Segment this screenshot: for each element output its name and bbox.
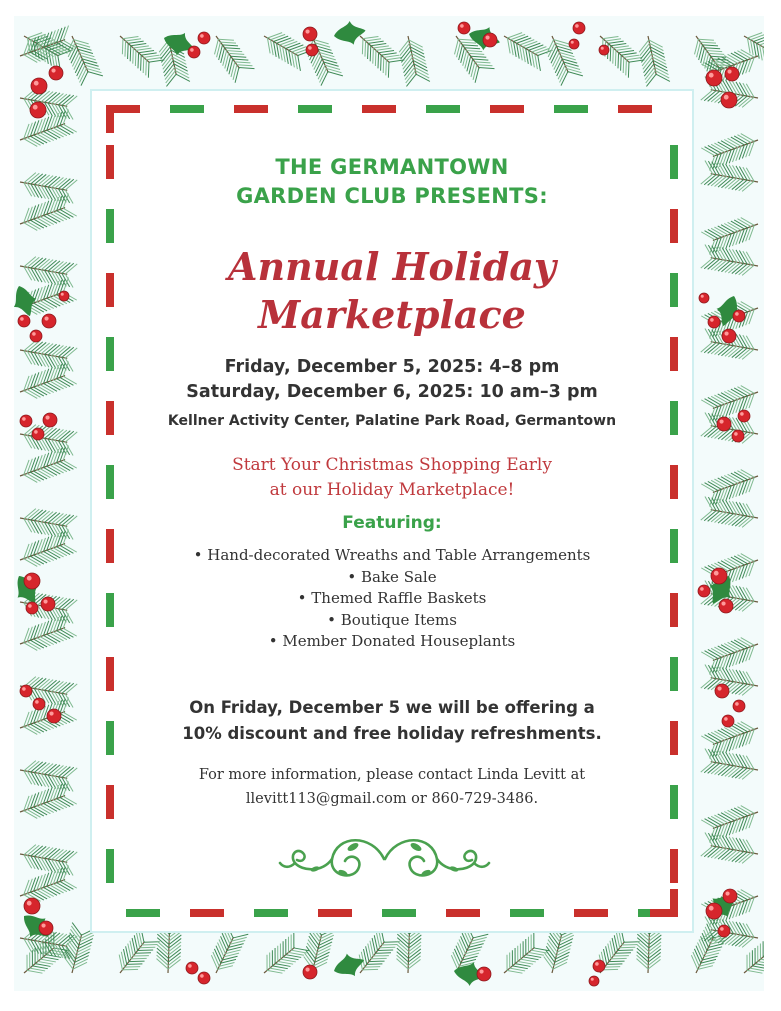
holly-berry xyxy=(18,315,30,327)
berry-highlight xyxy=(305,967,309,971)
pine-sprig xyxy=(351,927,400,980)
featuring-heading: Featuring: xyxy=(342,513,442,533)
holly-berry xyxy=(198,32,210,44)
holly-berry xyxy=(59,291,69,301)
tagline-line-2: at our Holiday Marketplace! xyxy=(269,480,515,500)
berry-highlight xyxy=(700,587,704,591)
pine-sprig xyxy=(18,254,77,287)
pine-sprig xyxy=(60,923,95,976)
pine-sprig xyxy=(701,664,760,697)
berry-highlight xyxy=(724,331,728,335)
berry-highlight xyxy=(710,318,714,322)
pine-sprig xyxy=(701,748,760,781)
pine-sprig xyxy=(701,496,760,529)
pine-sprig xyxy=(496,932,549,982)
holly-berry xyxy=(458,22,470,34)
berry-highlight xyxy=(714,571,719,576)
berry-highlight xyxy=(43,599,47,603)
pine-sprig xyxy=(701,412,760,445)
holly-berry xyxy=(733,310,745,322)
pine-sprig xyxy=(18,758,77,791)
presenter-line-2: GARDEN CLUB PRESENTS: xyxy=(236,184,548,208)
holly-berry xyxy=(20,415,32,427)
holly-berry xyxy=(483,33,497,47)
berry-highlight xyxy=(49,711,53,715)
berry-highlight xyxy=(735,312,739,316)
contact-line-1: For more information, please contact Linda Levitt at xyxy=(198,767,586,783)
pine-sprig xyxy=(701,244,760,277)
holly-berry xyxy=(708,316,720,328)
pine-sprig xyxy=(18,338,77,371)
berry-highlight xyxy=(33,105,38,110)
berry-highlight xyxy=(717,686,721,690)
berry-highlight xyxy=(27,901,32,906)
berry-highlight xyxy=(485,35,489,39)
holly-berry xyxy=(733,700,745,712)
pine-sprig xyxy=(256,932,309,982)
berry-highlight xyxy=(20,317,24,321)
holly-berry xyxy=(42,314,56,328)
holly-berry xyxy=(30,330,42,342)
holly-berry xyxy=(706,70,722,86)
berry-highlight xyxy=(727,69,731,73)
holly-berry xyxy=(39,921,53,935)
berry-highlight xyxy=(200,974,204,978)
berry-highlight xyxy=(709,906,714,911)
pine-sprig xyxy=(156,924,182,974)
berry-highlight xyxy=(571,41,574,44)
berry-highlight xyxy=(724,95,729,100)
pine-sprig xyxy=(736,932,764,982)
holly-berry xyxy=(30,102,46,118)
holly-berry xyxy=(198,972,210,984)
berry-highlight xyxy=(601,47,604,50)
pine-sprig xyxy=(701,832,760,865)
berry-highlight xyxy=(735,702,739,706)
berry-highlight xyxy=(709,73,714,78)
berry-highlight xyxy=(28,604,32,608)
holly-berry xyxy=(33,698,45,710)
berry-highlight xyxy=(34,430,38,434)
holly-berry xyxy=(43,413,57,427)
pine-sprig xyxy=(738,26,764,71)
list-item: • Themed Raffle Baskets xyxy=(297,589,487,607)
pine-sprig xyxy=(18,170,77,203)
berry-highlight xyxy=(61,293,64,296)
holly-berry xyxy=(711,568,727,584)
holly-berry xyxy=(722,715,734,727)
berry-highlight xyxy=(740,412,744,416)
berry-highlight xyxy=(190,48,194,52)
pine-sprig xyxy=(16,26,77,68)
holly-berry xyxy=(32,428,44,440)
holly-berry xyxy=(49,66,63,80)
holly-berry xyxy=(20,685,32,697)
list-item: • Member Donated Houseplants xyxy=(268,632,516,650)
berry-highlight xyxy=(720,927,724,931)
pine-sprig xyxy=(636,924,662,974)
holly-berry xyxy=(186,962,198,974)
list-item: • Boutique Items xyxy=(327,611,457,629)
berry-highlight xyxy=(721,601,725,605)
flyer-page xyxy=(14,16,764,991)
holly-leaf xyxy=(332,19,368,48)
berry-highlight xyxy=(22,687,26,691)
holly-berry xyxy=(31,78,47,94)
holly-berry xyxy=(719,599,733,613)
saturday-hours: Saturday, December 6, 2025: 10 am–3 pm xyxy=(186,382,598,402)
pine-sprig xyxy=(206,29,254,83)
berry-highlight xyxy=(27,576,32,581)
pine-sprig xyxy=(205,924,248,979)
holly-berry xyxy=(723,889,737,903)
holly-berry xyxy=(718,925,730,937)
holly-berry xyxy=(303,965,317,979)
berry-highlight xyxy=(701,295,704,298)
berry-highlight xyxy=(479,969,483,973)
pine-sprig xyxy=(18,86,77,119)
holly-berry xyxy=(303,27,317,41)
pine-sprig xyxy=(498,26,552,71)
list-item: • Hand-decorated Wreaths and Table Arrangements xyxy=(193,546,591,564)
berry-highlight xyxy=(575,24,579,28)
berry-highlight xyxy=(22,417,26,421)
holly-berry xyxy=(188,46,200,58)
berry-highlight xyxy=(725,891,729,895)
flyer-card xyxy=(92,91,692,931)
berry-highlight xyxy=(200,34,204,38)
pine-sprig xyxy=(396,924,422,974)
holly-berry xyxy=(699,293,709,303)
holly-berry xyxy=(593,960,605,972)
event-title-line-1: Annual Holiday xyxy=(227,244,557,289)
berry-highlight xyxy=(460,24,464,28)
holly-berry xyxy=(722,329,736,343)
leaf-flourish-icon xyxy=(277,829,492,889)
berry-highlight xyxy=(45,415,49,419)
holly-berry xyxy=(721,92,737,108)
holly-berry xyxy=(573,22,585,34)
pine-sprig xyxy=(112,27,164,78)
berry-highlight xyxy=(734,432,738,436)
holly-berry xyxy=(599,45,609,55)
promo-line-1: On Friday, December 5 we will be offering a xyxy=(189,698,595,717)
promo-line-2: 10% discount and free holiday refreshments. xyxy=(182,724,602,743)
pine-sprig xyxy=(701,160,760,193)
pine-sprig xyxy=(18,842,77,875)
holly-berry xyxy=(589,976,599,986)
holly-berry xyxy=(47,709,61,723)
event-title-line-2: Marketplace xyxy=(258,292,526,337)
tagline-line-1: Start Your Christmas Shopping Early xyxy=(232,455,552,475)
berry-highlight xyxy=(591,978,594,981)
list-item: • Bake Sale xyxy=(347,568,437,586)
holly-berry xyxy=(738,410,750,422)
holly-berry xyxy=(569,39,579,49)
holly-berry xyxy=(24,573,40,589)
pine-sprig xyxy=(18,506,77,539)
berry-highlight xyxy=(595,962,599,966)
holly-berry xyxy=(41,597,55,611)
berry-highlight xyxy=(308,46,312,50)
pine-sprig xyxy=(111,927,160,980)
holly-berry xyxy=(698,585,710,597)
berry-highlight xyxy=(35,700,39,704)
holly-berry xyxy=(706,903,722,919)
berry-highlight xyxy=(34,81,39,86)
contact-line-2: llevitt113@gmail.com or 860-729-3486. xyxy=(245,791,539,807)
pine-sprig xyxy=(61,31,103,86)
berry-highlight xyxy=(32,332,36,336)
holly-berry xyxy=(477,967,491,981)
flyer-content xyxy=(92,91,692,931)
holly-berry xyxy=(732,430,744,442)
friday-hours: Friday, December 5, 2025: 4–8 pm xyxy=(224,357,560,377)
berry-highlight xyxy=(305,29,309,33)
pine-sprig xyxy=(591,927,640,980)
berry-highlight xyxy=(719,419,723,423)
holly-berry xyxy=(306,44,318,56)
holly-berry xyxy=(715,684,729,698)
holly-leaf xyxy=(330,949,368,982)
holly-berry xyxy=(725,67,739,81)
berry-highlight xyxy=(41,923,45,927)
event-location: Kellner Activity Center, Palatine Park Road, Germantown xyxy=(167,413,617,429)
holly-berry xyxy=(24,898,40,914)
berry-highlight xyxy=(51,68,55,72)
holly-berry xyxy=(717,417,731,431)
berry-highlight xyxy=(44,316,48,320)
berry-highlight xyxy=(188,964,192,968)
berry-highlight xyxy=(724,717,728,721)
presenter-line-1: THE GERMANTOWN xyxy=(275,155,509,179)
holly-berry xyxy=(26,602,38,614)
